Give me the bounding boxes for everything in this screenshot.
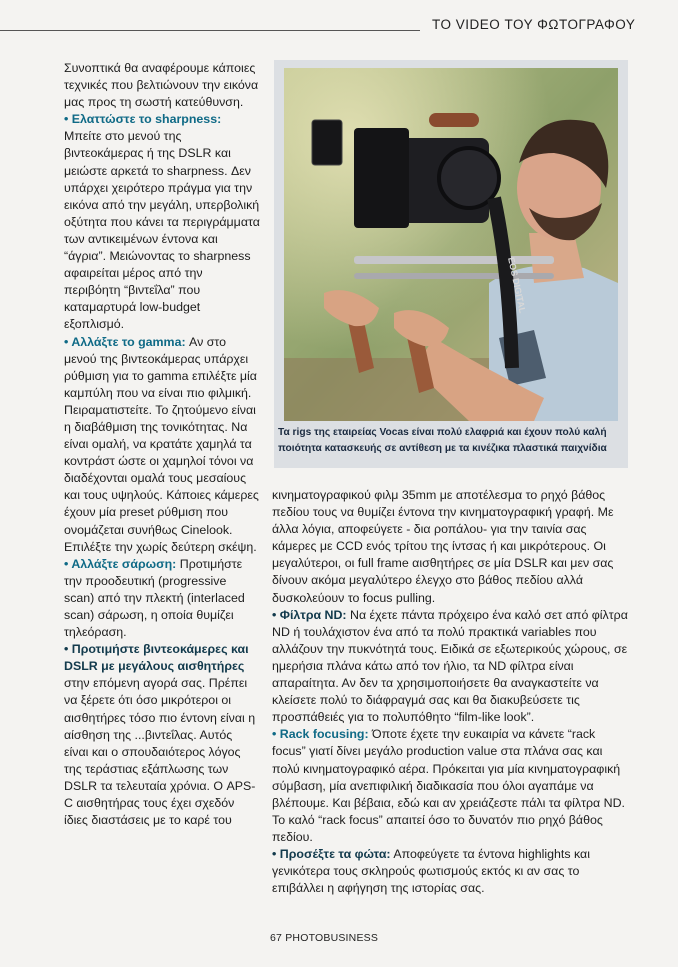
section-title: ΤΟ VIDEO ΤΟΥ ΦΩΤΟΓΡΑΦΟΥ (432, 17, 636, 32)
page-number: 67 (270, 932, 283, 944)
rack-text: Όποτε έχετε την ευκαιρία να κάνετε “rack focus” γιατί δίνει μεγάλο production value στα πλάνα σας και πολύ κινηματογραφικό αέρα. Πρόκειται για μία κινηματογραφική σύμβαση, μία ανεπιφιλική διαδικασία που όλοι αγαπάμε να βλέπουμε. Και βέβαια, εδώ και αν χρειάζεστε πάλι τα φίλτρα ND. Το καλό “rack focus” απαιτεί όσο το δυνατόν πιο ρηχό βάθος πεδίου. (272, 727, 625, 844)
lights-paragraph (272, 846, 628, 897)
scan-heading: • Αλλάξτε σάρωση: (64, 556, 177, 571)
rail (354, 256, 554, 264)
continuation-paragraph: κινηματογραφικού φιλμ 35mm με αποτέλεσμα το ρηχό βάθος πεδίου τους να θυμίζει έντονα την κινηματογραφική γραφή. Με άλλα λόγια, αποφεύγετε - δια ροπάλου- για την ταινία σας κάμερες με CCD ενός τρίτου της ίντσας ή και μικρότερους. Οι μεγαλύτεροι, οι full frame αισθητήρες σε μία DSLR και μεν σας δίνουν ακόμα μεγαλύτερο έλεγχο στο βάθος πεδίου αλλά δυσκολεύουν το focus pulling. (272, 488, 614, 605)
right-column (272, 487, 628, 897)
left-column (64, 60, 260, 829)
strap-label: EOS DIGITAL (506, 256, 528, 315)
top-handle (429, 113, 479, 127)
lights-heading: • Προσέξτε τα φώτα: (272, 846, 391, 861)
gamma-paragraph (64, 334, 260, 556)
photo (284, 68, 618, 421)
nd-paragraph (272, 607, 628, 727)
sharpness-paragraph (64, 111, 260, 333)
rail-bottom (354, 273, 554, 279)
sharpness-text: Μπείτε στο μενού της βιντεοκάμερας ή της DSLR και μειώστε αρκετά το sharpness. Δεν υπάρχει χειρότερο πράγμα για την εικόνα από την μεγάλη, υπερβολική οξύτητα που κάνει τα περιγράμματα των αντικειμένων έντονα και “άγρια”. Μειώνοντας το sharpness αφαιρείται μέρος από την περιβόητη “βιντεΐλα” που καταμαρτυρά low-budget εξοπλισμό. (64, 129, 260, 332)
gamma-text: Αν στο μενού της βιντεοκάμερας υπάρχει ρύθμιση για το gamma επιλέξτε μία καμπύλη που να είναι πιο φιλμική. Πειραματιστείτε. Το ζητούμενο είναι η διαβάθμιση της τονικότητας. Να είναι ομαλή, να κρατάτε χαμηλά τα κοντράστ ώστε οι χαμηλοί τόνοι να διαδέχονται ομαλά τους μεσαίους και τους υψηλούς. Κάποιες κάμερες έχουν μία preset ρύθμιση που ονομάζεται συνήθως Cinelook. Επιλέξτε την χωρίς δεύτερη σκέψη. (64, 334, 259, 554)
nd-text: Να έχετε πάντα πρόχειρο ένα καλό σετ από φίλτρα ND ή τουλάχιστον ένα από τα πολύ πρακτικά variables που αλλάζουν την πυκνότητά τους. Ειδικά σε εξωτερικούς χώρους, σε ημερήσια πλάνα κάτω από τον ήλιο, τα ND φίλτρα είναι απαραίτητα. Αν δεν τα χρησιμοποιήσετε θα αναγκαστείτε να κλείσετε πολύ το διάφραγμά σας και θα διακυβεύσετε τις προσπάθειές για το πολυπόθητο “film-like look”. (272, 607, 628, 725)
sharpness-heading: • Ελαττώστε το sharpness: (64, 112, 222, 127)
monitor (312, 120, 342, 165)
photo-caption: Τα rigs της εταιρείας Vocas είναι πολύ ελαφριά και έχουν πολύ καλή ποιότητα κατασκευής σε αντίθεση με τα κινέζικα πλαστικά παιχνίδια (278, 427, 607, 454)
gamma-heading: • Αλλάξτε το gamma: (64, 334, 186, 349)
sensor-heading: • Προτιμήστε βιντεοκάμερες και DSLR με μεγάλους αισθητήρες (64, 642, 249, 674)
scan-text: Προτιμήστε την προοδευτική (progressive scan) από την πλεκτή (interlaced scan) σάρωση, η οποία θυμίζει τηλεόραση. (64, 556, 245, 640)
publication-name: PHOTOBUSINESS (285, 932, 379, 944)
header-rule (0, 30, 420, 31)
camera-rig-illustration (284, 68, 618, 421)
matte-box (354, 128, 409, 228)
sensor-paragraph (64, 641, 260, 829)
intro-paragraph: Συνοπτικά θα αναφέρουμε κάποιες τεχνικές που βελτιώνουν την εικόνα μας προς τη σωστή κατεύθυνση. (64, 61, 259, 110)
lights-text: Αποφεύγετε τα έντονα highlights και γενικότερα τους σκληρούς φωτισμούς εκτός κι αν σας το επιβάλλει η αφήγηση της ιστορίας σας. (272, 846, 590, 896)
nd-heading: • Φίλτρα ND: (272, 607, 347, 622)
photo-figure (274, 60, 628, 468)
rack-heading: • Rack focusing: (272, 727, 369, 742)
rack-paragraph (272, 726, 628, 846)
scan-paragraph (64, 556, 260, 641)
sensor-text: στην επόμενη αγορά σας. Πρέπει να ξέρετε ότι όσο μικρότεροι οι αισθητήρες τόσο πιο έντονη είναι η αίσθηση της ...βιντεΐλας. Αυτός είναι και ο σπουδαιότερος λόγος της τεράστιας εξάπλωσης των DSLR τα τελευταία χρόνια. Ο APS-C αισθητήρας τους έχει σχεδόν ίδιες διαστάσεις με το καρέ του (64, 676, 256, 828)
page-footer (270, 932, 378, 944)
